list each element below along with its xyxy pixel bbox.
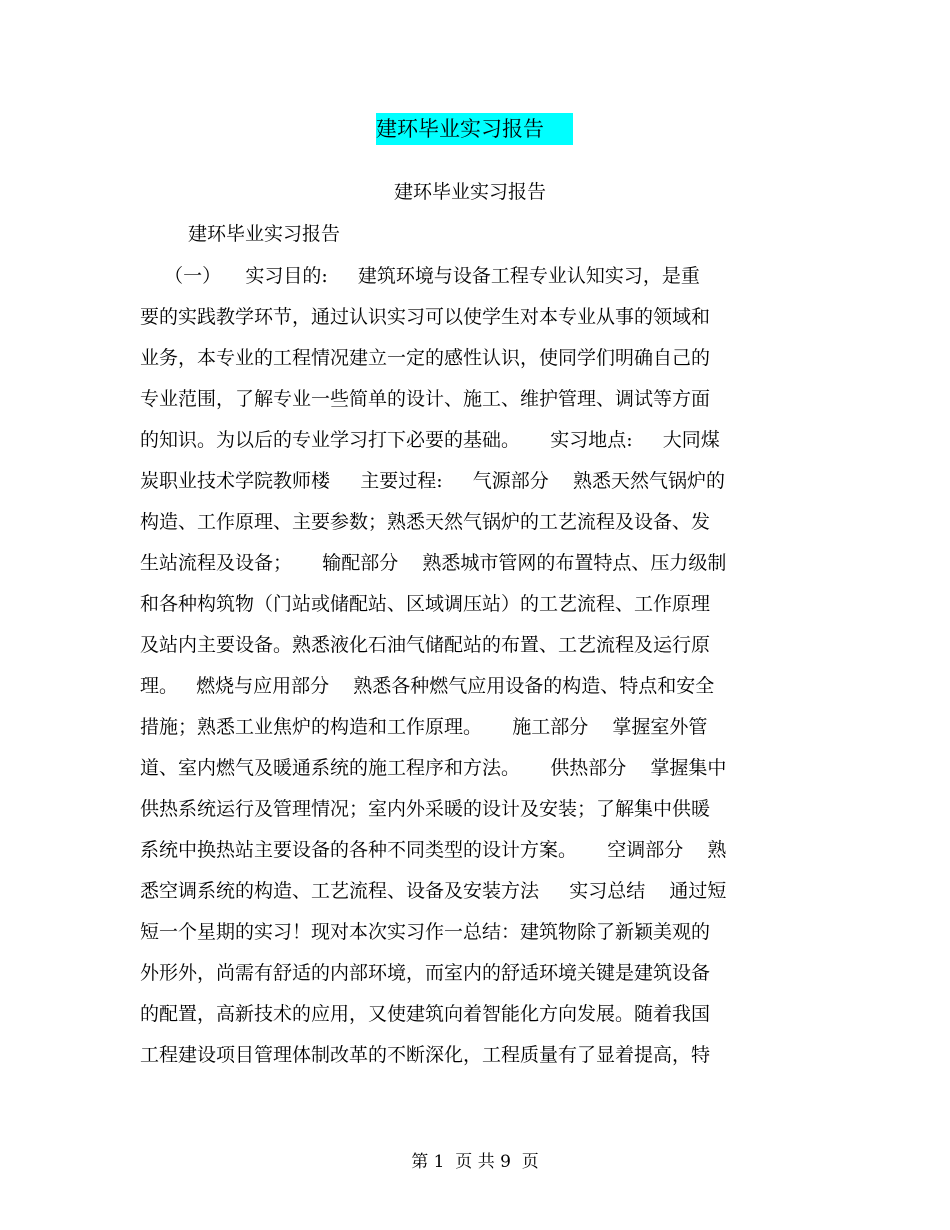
body-line: 理。 燃烧与应用部分 熟悉各种燃气应用设备的构造、特点和安全 (140, 675, 715, 697)
body-line: 专业范围，了解专业一些简单的设计、施工、维护管理、调试等方面 (140, 388, 711, 410)
body-line: 构造、工作原理、主要参数；熟悉天然气锅炉的工艺流程及设备、发 (140, 511, 711, 533)
body-line: 供热系统运行及管理情况；室内外采暖的设计及安装；了解集中供暖 (140, 798, 711, 820)
body-line: 的知识。为以后的专业学习打下必要的基础。 实习地点: 大同煤 (140, 429, 720, 451)
body-line: 业务，本专业的工程情况建立一定的感性认识，使同学们明确自己的 (140, 347, 711, 369)
body-line: 工程建设项目管理体制改革的不断深化，工程质量有了显着提高，特 (140, 1044, 711, 1066)
body-line: 炭职业技术学院教师楼 主要过程: 气源部分 熟悉天然气锅炉的 (140, 470, 725, 492)
body-line: 及站内主要设备。熟悉液化石油气储配站的布置、工艺流程及运行原 (140, 634, 711, 656)
body-line: （一） 实习目的: 建筑环境与设备工程专业认知实习，是重 (140, 265, 700, 287)
body-line: 道、室内燃气及暖通系统的施工程序和方法。 供热部分 掌握集中 (140, 757, 727, 779)
page-footer: 第 1 页 共 9 页 (411, 1152, 539, 1172)
document-subtitle-2: 建环毕业实习报告 (188, 223, 341, 245)
document-subtitle: 建环毕业实习报告 (393, 181, 546, 203)
body-line: 短一个星期的实习！现对本次实习作一总结：建筑物除了新颖美观的 (140, 921, 711, 943)
body-line: 悉空调系统的构造、工艺流程、设备及安装方法 实习总结 通过短 (140, 880, 727, 902)
body-line: 外形外，尚需有舒适的内部环境，而室内的舒适环境关键是建筑设备 (140, 962, 711, 984)
body-text (140, 261, 800, 1081)
body-line: 系统中换热站主要设备的各种不同类型的设计方案。 空调部分 熟 (140, 839, 727, 861)
document-title: 建环毕业实习报告 (376, 113, 573, 145)
body-line: 生站流程及设备； 输配部分 熟悉城市管网的布置特点、压力级制 (140, 552, 727, 574)
body-line: 的配置，高新技术的应用，又使建筑向着智能化方向发展。随着我国 (140, 1003, 711, 1025)
body-line: 措施；熟悉工业焦炉的构造和工作原理。 施工部分 掌握室外管 (140, 716, 708, 738)
body-line: 和各种构筑物（门站或储配站、区域调压站）的工艺流程、工作原理 (140, 593, 711, 615)
body-line: 要的实践教学环节，通过认识实习可以使学生对本专业从事的领域和 (140, 306, 711, 328)
